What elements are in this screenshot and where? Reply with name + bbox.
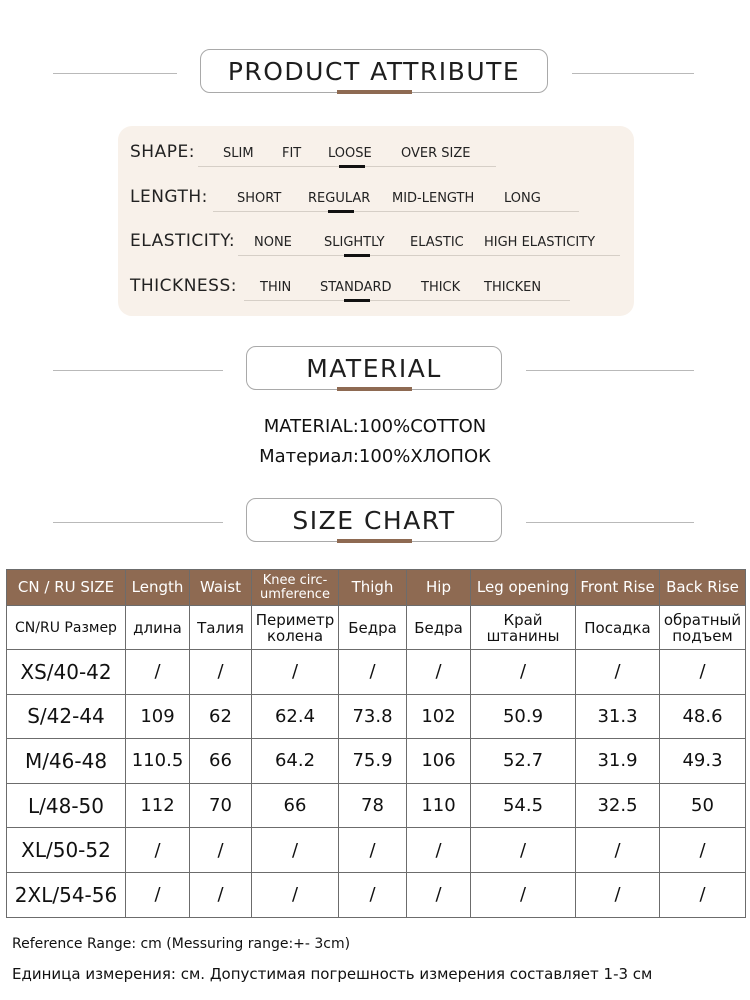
- accent-bar: [337, 90, 412, 94]
- section-title-pill: [246, 498, 502, 542]
- table-cell: /: [252, 650, 339, 695]
- section-title: SIZE CHART: [292, 505, 456, 535]
- divider-right: [526, 522, 694, 523]
- header-cell: Length: [126, 570, 190, 606]
- attribute-row-shape: [118, 136, 634, 166]
- table-cell: 75.9: [339, 739, 407, 784]
- divider-right: [526, 370, 694, 371]
- attribute-row-length: [118, 181, 634, 211]
- attribute-option: SHORT: [237, 191, 282, 206]
- accent-bar: [337, 539, 412, 543]
- header-cell: Front Rise: [576, 570, 660, 606]
- attribute-option: MID-LENGTH: [392, 191, 475, 206]
- material-en: MATERIAL:100%COTTON: [263, 416, 487, 437]
- subheader-cell: Край штанины: [471, 606, 576, 650]
- table-row: [7, 739, 746, 784]
- attribute-key: SHAPE:: [130, 142, 195, 162]
- subheader-cell: CN/RU Размер: [7, 606, 126, 650]
- table-cell: /: [252, 872, 339, 917]
- attribute-option: ELASTIC: [410, 235, 464, 250]
- table-cell: /: [126, 872, 190, 917]
- table-cell: 110.5: [126, 739, 190, 784]
- table-cell: /: [126, 650, 190, 695]
- table-row: [7, 650, 746, 695]
- attribute-panel: [118, 126, 634, 316]
- selected-marker: [328, 210, 354, 213]
- size-label-cell: S/42-44: [7, 694, 126, 739]
- table-cell: /: [576, 650, 660, 695]
- attribute-option: HIGH ELASTICITY: [484, 235, 596, 250]
- attribute-option: THICKEN: [484, 280, 542, 295]
- material-ru: Материал:100%ХЛОПОК: [259, 446, 491, 467]
- section-title: MATERIAL: [306, 353, 442, 383]
- size-label-cell: M/46-48: [7, 739, 126, 784]
- attribute-option-selected: SLIGHTLY: [324, 235, 385, 250]
- attribute-option-selected: STANDARD: [320, 280, 392, 295]
- subheader-cell: обратный подъем: [660, 606, 746, 650]
- table-row: [7, 783, 746, 828]
- divider-left: [53, 73, 177, 74]
- table-cell: 106: [407, 739, 471, 784]
- header-cell: Hip: [407, 570, 471, 606]
- divider-left: [53, 370, 223, 371]
- table-cell: 62.4: [252, 694, 339, 739]
- attribute-key: THICKNESS:: [130, 276, 237, 296]
- table-cell: 48.6: [660, 694, 746, 739]
- table-cell: /: [190, 828, 252, 873]
- table-cell: /: [252, 828, 339, 873]
- attribute-option: THIN: [260, 280, 292, 295]
- table-header-row: [7, 570, 746, 606]
- section-title-pill: [200, 49, 548, 93]
- table-cell: 66: [190, 739, 252, 784]
- divider-left: [53, 522, 223, 523]
- table-cell: 49.3: [660, 739, 746, 784]
- attribute-underline: [213, 211, 579, 212]
- subheader-cell: Периметр колена: [252, 606, 339, 650]
- table-cell: /: [339, 828, 407, 873]
- subheader-cell: Талия: [190, 606, 252, 650]
- table-cell: /: [660, 872, 746, 917]
- section-title: PRODUCT ATTRIBUTE: [227, 56, 521, 86]
- attribute-option: FIT: [282, 146, 302, 161]
- attribute-underline: [238, 255, 620, 256]
- size-label-cell: XL/50-52: [7, 828, 126, 873]
- attribute-key: ELASTICITY:: [130, 231, 236, 251]
- table-cell: 54.5: [471, 783, 576, 828]
- attribute-option-selected: REGULAR: [308, 191, 371, 206]
- table-cell: /: [471, 828, 576, 873]
- attribute-row-thickness: [118, 270, 634, 300]
- header-cell: Knee circ-umference: [252, 570, 339, 606]
- table-cell: 110: [407, 783, 471, 828]
- table-cell: 62: [190, 694, 252, 739]
- table-cell: /: [576, 872, 660, 917]
- table-cell: /: [126, 828, 190, 873]
- table-cell: /: [339, 650, 407, 695]
- table-row: [7, 828, 746, 873]
- table-cell: /: [190, 872, 252, 917]
- size-chart-header: [0, 498, 750, 548]
- table-row: [7, 872, 746, 917]
- table-cell: 50.9: [471, 694, 576, 739]
- attribute-row-elasticity: [118, 225, 634, 255]
- accent-bar: [337, 387, 412, 391]
- subheader-cell: Бедра: [407, 606, 471, 650]
- selected-marker: [344, 254, 370, 257]
- table-cell: 52.7: [471, 739, 576, 784]
- table-cell: /: [407, 828, 471, 873]
- header-cell: Leg opening: [471, 570, 576, 606]
- header-cell: Thigh: [339, 570, 407, 606]
- size-label-cell: 2XL/54-56: [7, 872, 126, 917]
- table-cell: 64.2: [252, 739, 339, 784]
- size-chart-table: [6, 569, 746, 918]
- header-cell: Waist: [190, 570, 252, 606]
- divider-right: [572, 73, 694, 74]
- table-cell: 73.8: [339, 694, 407, 739]
- subheader-cell: Бедра: [339, 606, 407, 650]
- size-label-cell: L/48-50: [7, 783, 126, 828]
- attribute-option: THICK: [421, 280, 461, 295]
- header-cell: CN / RU SIZE: [7, 570, 126, 606]
- table-cell: 66: [252, 783, 339, 828]
- attribute-option-selected: LOOSE: [328, 146, 372, 161]
- attribute-option: OVER SIZE: [401, 146, 471, 161]
- table-cell: /: [471, 872, 576, 917]
- section-title-pill: [246, 346, 502, 390]
- product-attribute-header: [0, 49, 750, 99]
- table-row: [7, 694, 746, 739]
- table-cell: 112: [126, 783, 190, 828]
- subheader-cell: длина: [126, 606, 190, 650]
- table-cell: /: [190, 650, 252, 695]
- header-cell: Back Rise: [660, 570, 746, 606]
- table-cell: /: [407, 872, 471, 917]
- selected-marker: [344, 299, 370, 302]
- attribute-underline: [244, 300, 570, 301]
- table-cell: 50: [660, 783, 746, 828]
- table-cell: /: [576, 828, 660, 873]
- table-cell: /: [407, 650, 471, 695]
- table-cell: 31.3: [576, 694, 660, 739]
- table-cell: /: [660, 650, 746, 695]
- table-cell: 109: [126, 694, 190, 739]
- note-en: Reference Range: cm (Messuring range:+- 3cm): [12, 936, 351, 952]
- attribute-option: NONE: [254, 235, 292, 250]
- table-cell: 78: [339, 783, 407, 828]
- table-cell: /: [660, 828, 746, 873]
- table-cell: 70: [190, 783, 252, 828]
- note-ru: Единица измерения: см. Допустимая погрешность измерения составляет 1-3 см: [12, 965, 653, 983]
- size-label-cell: XS/40-42: [7, 650, 126, 695]
- subheader-cell: Посадка: [576, 606, 660, 650]
- table-cell: 32.5: [576, 783, 660, 828]
- table-cell: 31.9: [576, 739, 660, 784]
- material-header: [0, 346, 750, 396]
- table-subheader-row: [7, 606, 746, 650]
- table-cell: /: [339, 872, 407, 917]
- selected-marker: [339, 165, 365, 168]
- table-cell: /: [471, 650, 576, 695]
- table-cell: 102: [407, 694, 471, 739]
- attribute-key: LENGTH:: [130, 187, 208, 207]
- attribute-option: SLIM: [223, 146, 254, 161]
- attribute-option: LONG: [504, 191, 541, 206]
